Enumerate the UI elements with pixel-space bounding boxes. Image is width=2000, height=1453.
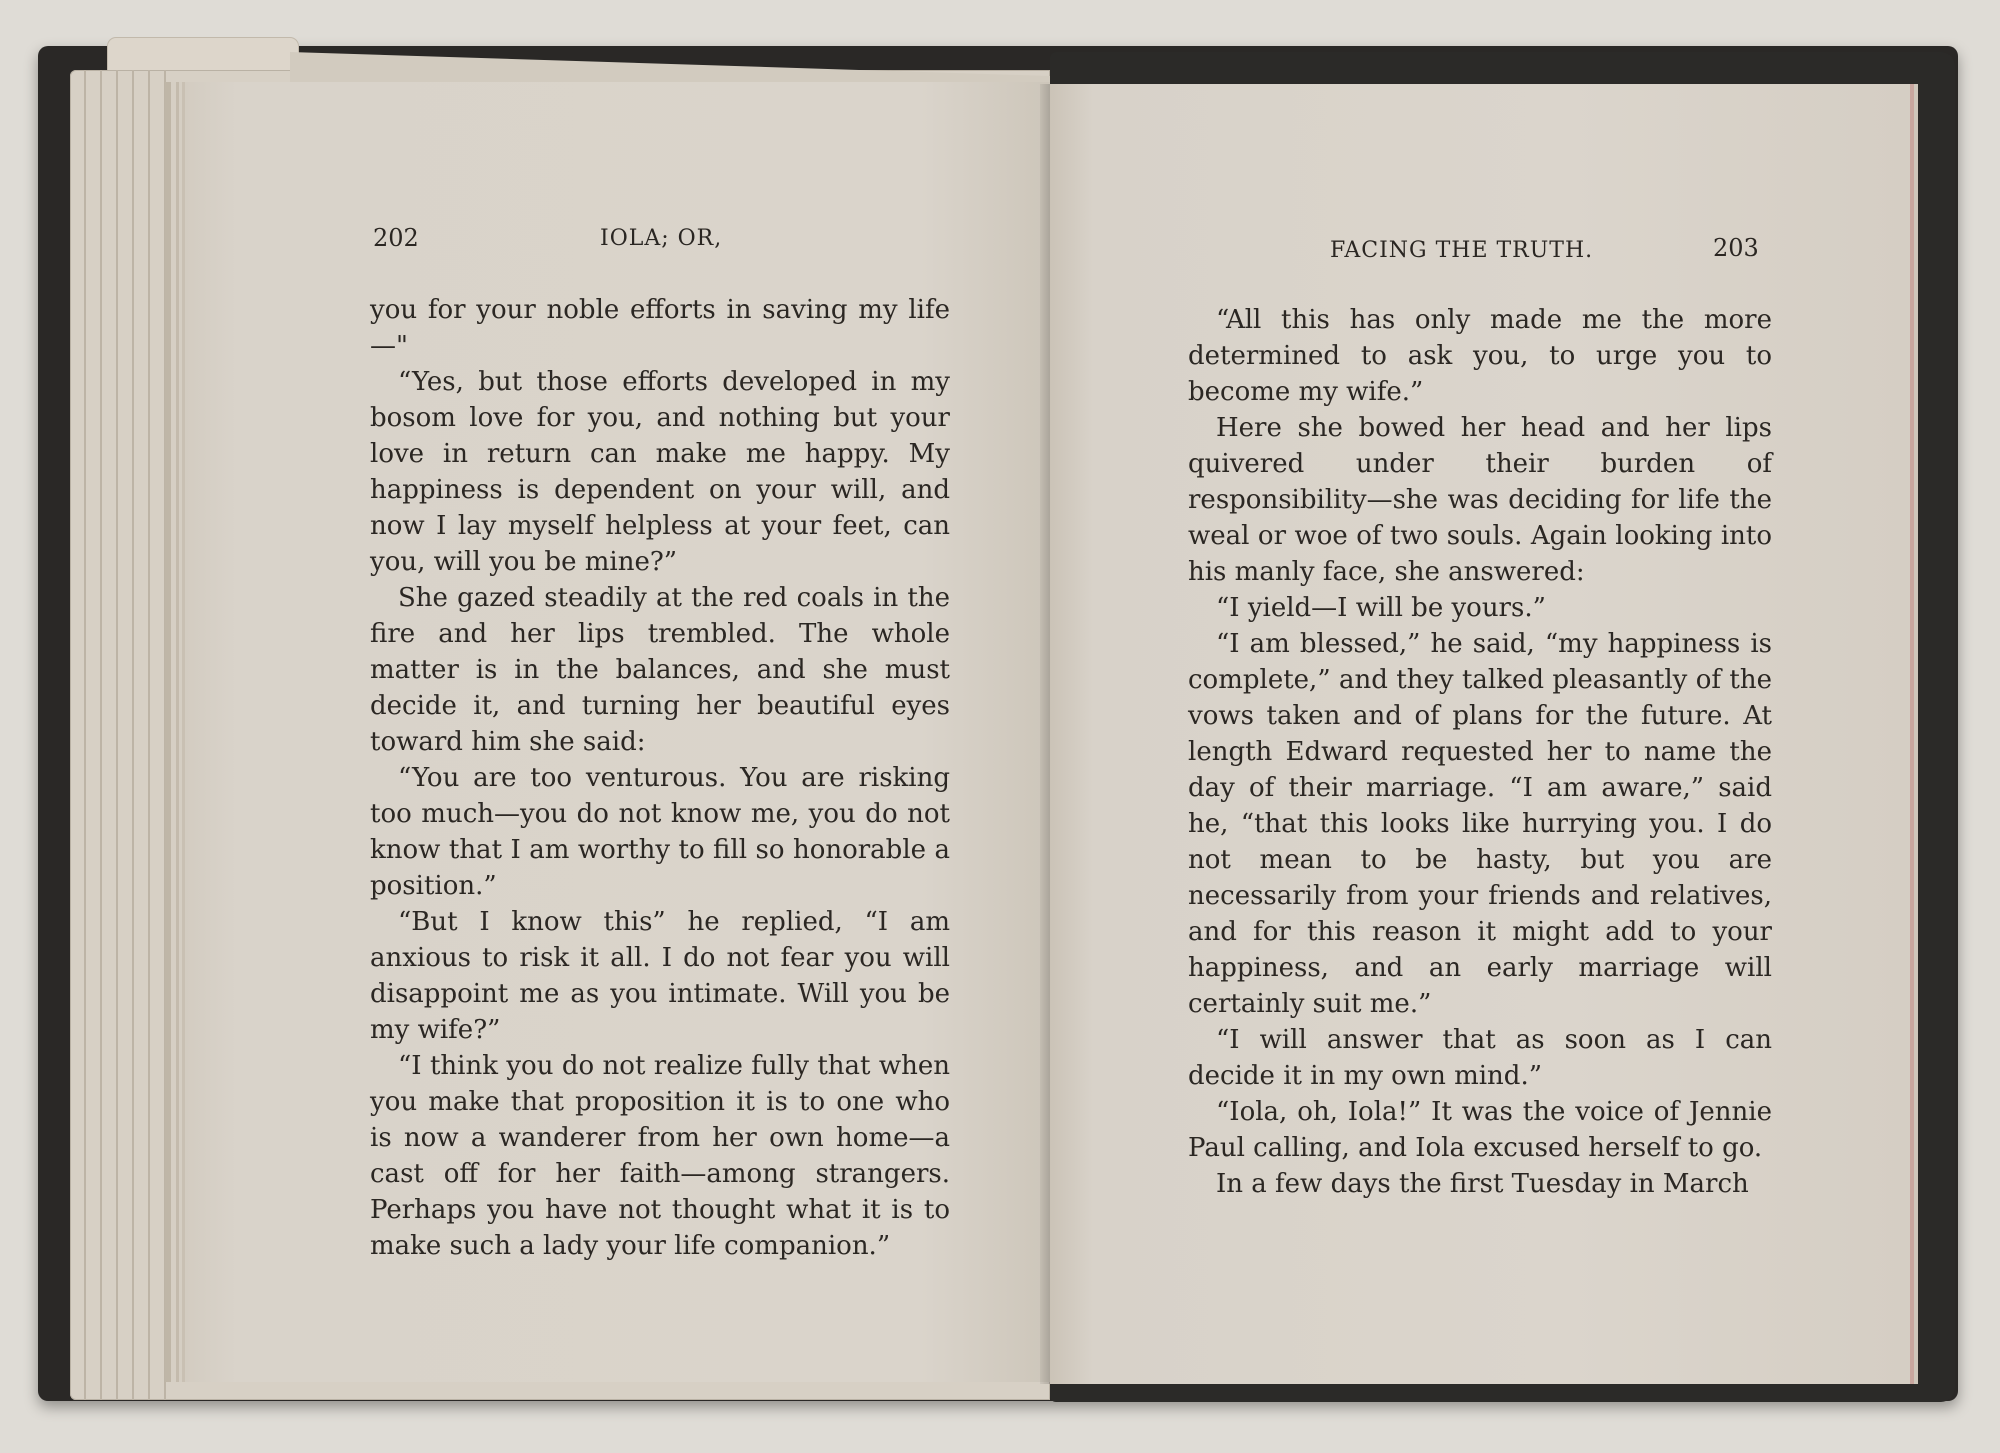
page-edge-line [164, 70, 166, 1400]
page-edge-line [84, 70, 86, 1400]
paragraph: “You are too venturous. You are risking too much—you do not know me, you do not know that I am worthy to fill so honorable a position.” [370, 763, 950, 901]
page-edge-line [132, 70, 134, 1400]
running-head: IOLA; OR, [600, 226, 723, 251]
left-page-text [370, 292, 950, 1264]
right-page-text [1188, 302, 1772, 1202]
paragraph: “I will answer that as soon as I can decide it in my own mind.” [1188, 1025, 1772, 1091]
page-number: 202 [373, 224, 419, 252]
paragraph: you for your noble efforts in saving my life—" [370, 295, 950, 361]
page-number: 203 [1713, 234, 1759, 262]
paragraph: “But I know this” he replied, “I am anxious to risk it all. I do not fear you will disappoint me as you intimate. Will you be my wife?” [370, 907, 950, 1045]
left-page [185, 82, 1050, 1382]
paragraph: “I think you do not realize fully that when you make that proposition it is to one who is now a wanderer from her own home—a cast off for her faith—among strangers. Perhaps you have not thought what it is to make such a lady your life companion.” [370, 1051, 950, 1261]
paragraph: “I yield—I will be yours.” [1216, 593, 1546, 623]
paragraph: “All this has only made me the more determined to ask you, to urge you to become my wife.” [1188, 305, 1772, 407]
paragraph: Here she bowed her head and her lips quivered under their burden of responsibility—she was deciding for life the weal or woe of two souls. Again looking into his manly face, she answered: [1188, 413, 1772, 587]
paragraph: “Iola, oh, Iola!” It was the voice of Jennie Paul calling, and Iola excused herself to go. [1188, 1097, 1772, 1163]
paragraph: She gazed steadily at the red coals in the fire and her lips trembled. The whole matter is in the balances, and she must decide it, and turning her beautiful eyes toward him she said: [370, 583, 950, 757]
right-page [1050, 84, 1910, 1384]
running-head: FACING THE TRUTH. [1330, 238, 1594, 263]
paragraph: In a few days the first Tuesday in March [1216, 1169, 1749, 1199]
page-edge-line [148, 70, 150, 1400]
paragraph: “I am blessed,” he said, “my happiness is complete,” and they talked pleasantly of the vows taken and of plans for the future. At length Edward requested her to name the day of their marriage. “I am aware,” said he, “that this looks like hurrying you. I do not mean to be hasty, but you are necessarily from your friends and relatives, and for this reason it might add to your happiness, and an early marriage will certainly suit me.” [1188, 629, 1772, 1019]
page-edge-line [100, 70, 102, 1400]
paragraph: “Yes, but those efforts developed in my bosom love for you, and nothing but your love in return can make me happy. My happiness is dependent on your will, and now I lay myself helpless at your feet, can you, will you be mine?” [370, 367, 950, 577]
page-edge-line [116, 70, 118, 1400]
